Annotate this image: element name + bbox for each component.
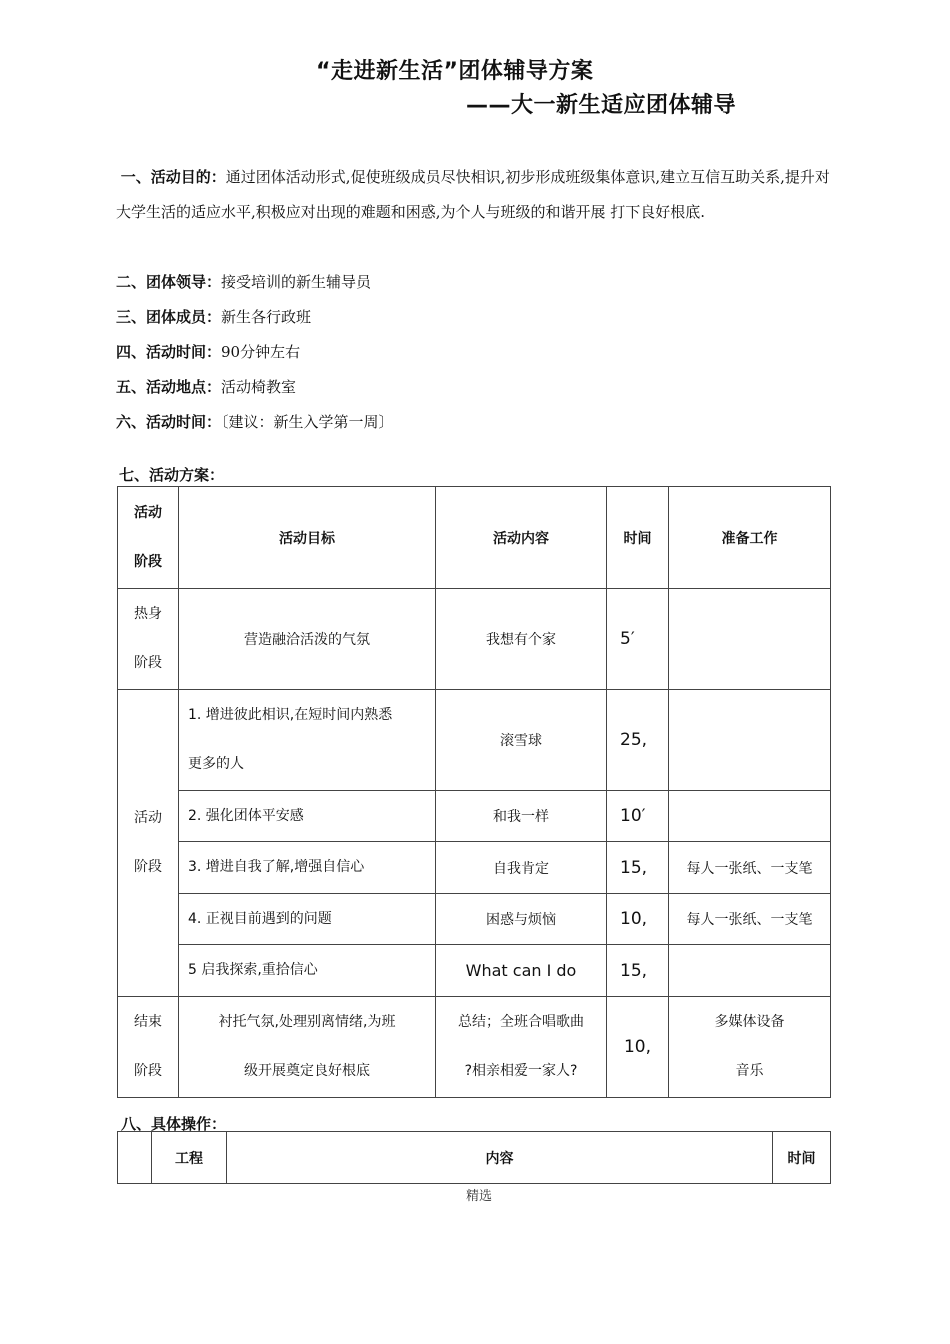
warmup-prep [669, 589, 831, 690]
activity-1-prep [669, 690, 831, 791]
section-members-label: 三、团体成员： [116, 308, 222, 326]
doc-subtitle: ——大一新生适应团体辅导 [466, 93, 737, 118]
table-row-activity-1 [118, 690, 831, 791]
section-leader-label: 二、团体领导： [116, 273, 222, 291]
section-timing-label: 六、活动时间： [116, 413, 222, 431]
activity-3-time: 15, [607, 842, 669, 894]
section-purpose-label: 一、活动目的： [120, 168, 226, 186]
activity-4-time: 10, [607, 894, 669, 945]
section-timing [116, 405, 836, 440]
section-operations-heading: 八、具体操作： [121, 1115, 227, 1133]
activity-4-goal: 4. 正视目前遇到的问题 [179, 894, 436, 945]
operations-header-row [118, 1132, 831, 1184]
table-row-activity-2 [118, 791, 831, 842]
ending-stage: 结束 阶段 [118, 997, 179, 1098]
activity-5-time: 15, [607, 945, 669, 997]
operations-header-content: 内容 [227, 1132, 773, 1184]
activity-1-content: 滚雪球 [436, 690, 607, 791]
section-duration-text: 90分钟左右 [221, 343, 301, 361]
activity-3-content: 自我肯定 [436, 842, 607, 894]
header-content: 活动内容 [436, 487, 607, 589]
warmup-goal: 营造融洽活泼的气氛 [179, 589, 436, 690]
activity-stage: 活动 阶段 [118, 690, 179, 997]
section-leader-text: 接受培训的新生辅导员 [221, 273, 372, 291]
activity-4-prep: 每人一张纸、一支笔 [669, 894, 831, 945]
header-goal: 活动目标 [179, 487, 436, 589]
activity-3-goal: 3. 增进自我了解,增强自信心 [179, 842, 436, 894]
section-members [116, 300, 836, 335]
table-row-activity-4 [118, 894, 831, 945]
section-timing-text: 〔建议：新生入学第一周〕 [221, 413, 394, 431]
page-footer: 精选 [466, 1189, 493, 1204]
operations-header-time: 时间 [773, 1132, 831, 1184]
section-location [116, 370, 836, 405]
operations-header-blank [118, 1132, 152, 1184]
section-members-text: 新生各行政班 [221, 308, 312, 326]
operations-table [117, 1131, 831, 1184]
activity-5-goal: 5 启我探索,重拾信心 [179, 945, 436, 997]
warmup-time: 5′ [607, 589, 669, 690]
ending-content: 总结；全班合唱歌曲 ?相亲相爱一家人? [436, 997, 607, 1098]
section-location-text: 活动椅教室 [221, 378, 297, 396]
activity-2-prep [669, 791, 831, 842]
section-plan-heading: 七、活动方案： [119, 466, 225, 484]
table-header-row [118, 487, 831, 589]
table-row-warmup [118, 589, 831, 690]
section-purpose [116, 160, 836, 230]
activity-2-time: 10′ [607, 791, 669, 842]
activity-3-prep: 每人一张纸、一支笔 [669, 842, 831, 894]
activity-5-prep [669, 945, 831, 997]
activity-1-goal: 1. 增进彼此相识,在短时间内熟悉 更多的人 [179, 690, 436, 791]
activity-1-time: 25, [607, 690, 669, 791]
table-row-activity-5 [118, 945, 831, 997]
header-time: 时间 [607, 487, 669, 589]
ending-time: 10, [607, 997, 669, 1098]
operations-header-project: 工程 [152, 1132, 227, 1184]
section-duration [116, 335, 836, 370]
warmup-content: 我想有个家 [436, 589, 607, 690]
section-leader [116, 265, 836, 300]
activity-plan-table [117, 486, 831, 1098]
ending-goal: 衬托气氛,处理别离情绪,为班 级开展奠定良好根底 [179, 997, 436, 1098]
activity-4-content: 困惑与烦恼 [436, 894, 607, 945]
table-row-activity-3 [118, 842, 831, 894]
header-prep: 准备工作 [669, 487, 831, 589]
table-row-ending [118, 997, 831, 1098]
section-location-label: 五、活动地点： [116, 378, 222, 396]
header-stage: 活动 阶段 [118, 487, 179, 589]
doc-title: “走进新生活”团体辅导方案 [316, 59, 594, 84]
activity-5-content: What can I do [436, 945, 607, 997]
ending-prep: 多媒体设备 音乐 [669, 997, 831, 1098]
warmup-stage: 热身 阶段 [118, 589, 179, 690]
section-duration-label: 四、活动时间： [116, 343, 222, 361]
activity-2-goal: 2. 强化团体平安感 [179, 791, 436, 842]
section-purpose-text: 通过团体活动形式,促使班级成员尽快相识,初步形成班级集体意识,建立互信互助关系,提升对大学生活的适应水平,积极应对出现的难题和困惑,为个人与班级的和谐开展 打下良好根底. [116, 168, 830, 221]
activity-2-content: 和我一样 [436, 791, 607, 842]
